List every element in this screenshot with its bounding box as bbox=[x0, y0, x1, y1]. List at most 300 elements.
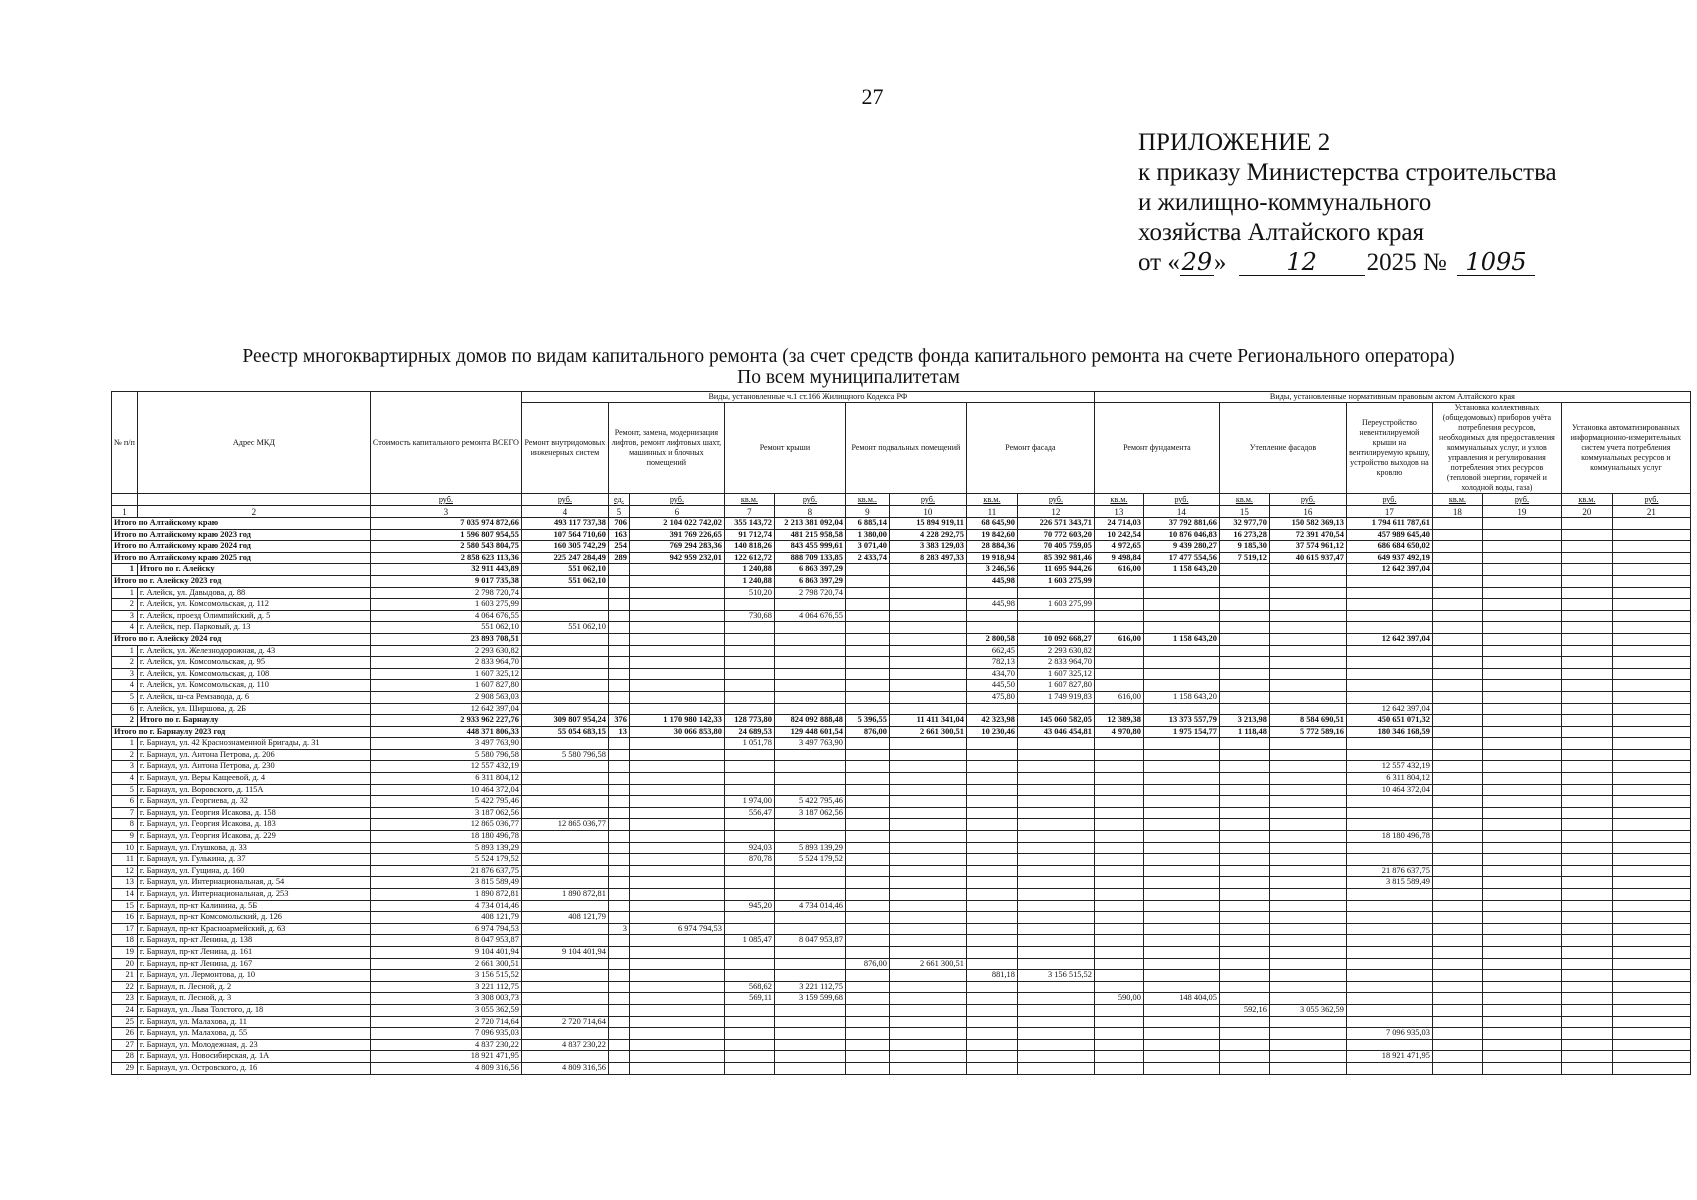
value-cell bbox=[1143, 923, 1219, 935]
value-cell: 1 085,47 bbox=[724, 935, 774, 947]
value-cell bbox=[1094, 1062, 1143, 1074]
table-row bbox=[112, 749, 1691, 761]
value-cell bbox=[1482, 1051, 1561, 1063]
total-row bbox=[112, 726, 1691, 738]
value-cell bbox=[889, 633, 966, 645]
address-cell: г. Алейск, ул. Комсомольская, д. 108 bbox=[137, 668, 370, 680]
value-cell: 13 bbox=[608, 726, 629, 738]
value-cell bbox=[1482, 854, 1561, 866]
value-cell: 43 046 454,81 bbox=[1017, 726, 1094, 738]
value-cell: 3 246,56 bbox=[966, 564, 1017, 576]
value-cell bbox=[1612, 1004, 1690, 1016]
value-cell: 3 159 599,68 bbox=[774, 993, 845, 1005]
value-cell: 145 060 582,05 bbox=[1017, 715, 1094, 727]
value-cell bbox=[1269, 889, 1346, 901]
value-cell bbox=[966, 993, 1017, 1005]
value-cell bbox=[1094, 865, 1143, 877]
value-cell: 1 607 325,12 bbox=[370, 668, 521, 680]
address-cell: г. Барнаул, ул. Воровского, д. 115А bbox=[137, 784, 370, 796]
value-cell: 6 863 397,29 bbox=[774, 564, 845, 576]
value-cell bbox=[1482, 599, 1561, 611]
value-cell bbox=[1143, 831, 1219, 843]
value-cell bbox=[774, 691, 845, 703]
value-cell bbox=[1432, 865, 1482, 877]
value-cell bbox=[1143, 819, 1219, 831]
value-cell bbox=[521, 761, 608, 773]
value-cell bbox=[845, 1004, 889, 1016]
value-cell bbox=[608, 587, 629, 599]
value-cell bbox=[1432, 807, 1482, 819]
value-cell bbox=[966, 784, 1017, 796]
value-cell bbox=[889, 935, 966, 947]
value-cell bbox=[774, 946, 845, 958]
value-cell bbox=[966, 946, 1017, 958]
value-cell bbox=[724, 1051, 774, 1063]
value-cell: 1 158 643,20 bbox=[1143, 691, 1219, 703]
value-cell bbox=[1482, 981, 1561, 993]
value-cell bbox=[521, 807, 608, 819]
value-cell bbox=[1561, 889, 1612, 901]
table-row bbox=[112, 900, 1691, 912]
value-cell bbox=[1432, 993, 1482, 1005]
value-cell bbox=[889, 1039, 966, 1051]
value-cell bbox=[1432, 784, 1482, 796]
value-cell bbox=[1612, 633, 1690, 645]
value-cell bbox=[1561, 587, 1612, 599]
value-cell bbox=[774, 599, 845, 611]
value-cell bbox=[1017, 796, 1094, 808]
value-cell bbox=[1269, 668, 1346, 680]
value-cell bbox=[966, 842, 1017, 854]
value-cell: 556,47 bbox=[724, 807, 774, 819]
column-number: 14 bbox=[1143, 506, 1219, 518]
table-row bbox=[112, 993, 1691, 1005]
value-cell bbox=[629, 761, 724, 773]
row-number: 1 bbox=[112, 738, 138, 750]
value-cell bbox=[774, 773, 845, 785]
value-cell bbox=[1346, 1039, 1432, 1051]
value-cell bbox=[1612, 993, 1690, 1005]
value-cell bbox=[1346, 958, 1432, 970]
value-cell bbox=[608, 900, 629, 912]
value-cell: 2 800,58 bbox=[966, 633, 1017, 645]
value-cell bbox=[845, 1016, 889, 1028]
value-cell bbox=[608, 575, 629, 587]
value-cell: 888 709 133,85 bbox=[774, 552, 845, 564]
value-cell bbox=[1482, 529, 1561, 541]
value-cell bbox=[1094, 970, 1143, 982]
value-cell: 4 064 676,55 bbox=[370, 610, 521, 622]
row-number: 9 bbox=[112, 831, 138, 843]
value-cell: 18 180 496,78 bbox=[370, 831, 521, 843]
value-cell bbox=[629, 691, 724, 703]
value-cell bbox=[1143, 935, 1219, 947]
value-cell bbox=[1017, 610, 1094, 622]
value-cell bbox=[1612, 923, 1690, 935]
table-row bbox=[112, 1028, 1691, 1040]
value-cell bbox=[1482, 575, 1561, 587]
value-cell bbox=[1017, 889, 1094, 901]
value-cell bbox=[966, 1004, 1017, 1016]
value-cell: 2 661 300,51 bbox=[889, 726, 966, 738]
value-cell bbox=[1269, 691, 1346, 703]
column-number: 18 bbox=[1432, 506, 1482, 518]
value-cell: 4 970,80 bbox=[1094, 726, 1143, 738]
total-row bbox=[112, 633, 1691, 645]
value-cell bbox=[889, 842, 966, 854]
value-cell bbox=[629, 610, 724, 622]
value-cell bbox=[1219, 831, 1269, 843]
row-number: 1 bbox=[112, 564, 138, 576]
value-cell bbox=[1432, 819, 1482, 831]
value-cell: 551 062,10 bbox=[521, 575, 608, 587]
value-cell bbox=[1094, 912, 1143, 924]
value-cell: 12 865 036,77 bbox=[370, 819, 521, 831]
row-label: Итого по г. Алейску 2024 год bbox=[112, 633, 371, 645]
value-cell bbox=[1269, 993, 1346, 1005]
column-numbers-row bbox=[112, 506, 1691, 518]
value-cell bbox=[1482, 819, 1561, 831]
value-cell bbox=[1269, 1016, 1346, 1028]
value-cell bbox=[724, 1062, 774, 1074]
row-number: 22 bbox=[112, 981, 138, 993]
table-row bbox=[112, 1039, 1691, 1051]
value-cell bbox=[629, 622, 724, 634]
address-cell: г. Барнаул, ул. Лермонтова, д. 10 bbox=[137, 970, 370, 982]
value-cell bbox=[774, 749, 845, 761]
value-cell bbox=[1094, 1016, 1143, 1028]
value-cell: 2 720 714,64 bbox=[521, 1016, 608, 1028]
table-row bbox=[112, 1016, 1691, 1028]
value-cell bbox=[1094, 761, 1143, 773]
value-cell: 942 959 232,01 bbox=[629, 552, 724, 564]
value-cell bbox=[966, 981, 1017, 993]
value-cell bbox=[889, 773, 966, 785]
value-cell bbox=[1482, 680, 1561, 692]
unit-label: руб. bbox=[1143, 494, 1219, 506]
units-blank bbox=[112, 494, 138, 506]
value-cell: 5 893 139,29 bbox=[370, 842, 521, 854]
address-cell: г. Барнаул, ул. Георгия Исакова, д. 229 bbox=[137, 831, 370, 843]
value-cell bbox=[1017, 1016, 1094, 1028]
value-cell bbox=[1269, 784, 1346, 796]
row-number: 24 bbox=[112, 1004, 138, 1016]
value-cell: 18 180 496,78 bbox=[1346, 831, 1432, 843]
value-cell: 10 092 668,27 bbox=[1017, 633, 1094, 645]
value-cell bbox=[521, 680, 608, 692]
value-cell bbox=[1094, 749, 1143, 761]
value-cell bbox=[1219, 981, 1269, 993]
value-cell bbox=[608, 738, 629, 750]
value-cell bbox=[774, 958, 845, 970]
units-row bbox=[112, 494, 1691, 506]
date-day: 29 bbox=[1181, 248, 1213, 276]
address-cell: г. Барнаул, ул. Антона Петрова, д. 206 bbox=[137, 749, 370, 761]
value-cell: 1 794 611 787,61 bbox=[1346, 518, 1432, 530]
appendix-line-3: хозяйства Алтайского края bbox=[1138, 219, 1424, 246]
value-cell: 408 121,79 bbox=[521, 912, 608, 924]
value-cell: 5 524 179,52 bbox=[774, 854, 845, 866]
value-cell bbox=[608, 831, 629, 843]
value-cell: 3 213,98 bbox=[1219, 715, 1269, 727]
value-cell: 551 062,10 bbox=[521, 622, 608, 634]
address-cell: г. Барнаул, пр-кт Калинина, д. 5Б bbox=[137, 900, 370, 912]
value-cell bbox=[1482, 923, 1561, 935]
value-cell bbox=[724, 946, 774, 958]
value-cell bbox=[1432, 773, 1482, 785]
column-number: 9 bbox=[845, 506, 889, 518]
value-cell bbox=[1482, 552, 1561, 564]
value-cell: 1 603 275,99 bbox=[1017, 575, 1094, 587]
value-cell bbox=[1482, 970, 1561, 982]
value-cell bbox=[966, 900, 1017, 912]
value-cell bbox=[724, 819, 774, 831]
value-cell: 7 035 974 872,66 bbox=[370, 518, 521, 530]
value-cell bbox=[1482, 668, 1561, 680]
value-cell bbox=[966, 749, 1017, 761]
value-cell: 18 921 471,95 bbox=[1346, 1051, 1432, 1063]
value-cell bbox=[608, 807, 629, 819]
value-cell: 2 104 022 742,02 bbox=[629, 518, 724, 530]
value-cell bbox=[724, 657, 774, 669]
value-cell: 11 695 944,26 bbox=[1017, 564, 1094, 576]
value-cell bbox=[521, 657, 608, 669]
value-cell: 686 684 650,02 bbox=[1346, 541, 1432, 553]
value-cell bbox=[889, 738, 966, 750]
value-cell: 408 121,79 bbox=[370, 912, 521, 924]
address-cell: г. Барнаул, ул. Антона Петрова, д. 230 bbox=[137, 761, 370, 773]
value-cell bbox=[1432, 738, 1482, 750]
value-cell bbox=[1017, 1039, 1094, 1051]
column-number: 17 bbox=[1346, 506, 1432, 518]
value-cell: 5 580 796,58 bbox=[370, 749, 521, 761]
value-cell: 4 809 316,56 bbox=[521, 1062, 608, 1074]
value-cell bbox=[629, 575, 724, 587]
value-cell bbox=[1269, 900, 1346, 912]
table-row bbox=[112, 935, 1691, 947]
value-cell bbox=[1017, 1051, 1094, 1063]
value-cell bbox=[966, 703, 1017, 715]
value-cell bbox=[1432, 1039, 1482, 1051]
address-cell: г. Барнаул, пр-кт Комсомольский, д. 126 bbox=[137, 912, 370, 924]
value-cell bbox=[845, 761, 889, 773]
value-cell: 163 bbox=[608, 529, 629, 541]
value-cell bbox=[774, 819, 845, 831]
value-cell bbox=[1017, 749, 1094, 761]
value-cell bbox=[1612, 552, 1690, 564]
value-cell bbox=[1143, 958, 1219, 970]
value-cell bbox=[1612, 946, 1690, 958]
value-cell bbox=[1346, 1004, 1432, 1016]
value-cell bbox=[1269, 1039, 1346, 1051]
value-cell bbox=[608, 889, 629, 901]
value-cell bbox=[845, 877, 889, 889]
value-cell bbox=[1482, 831, 1561, 843]
value-cell: 6 885,14 bbox=[845, 518, 889, 530]
row-number: 15 bbox=[112, 900, 138, 912]
value-cell: 289 bbox=[608, 552, 629, 564]
value-cell bbox=[608, 981, 629, 993]
value-cell bbox=[1612, 889, 1690, 901]
value-cell bbox=[1017, 993, 1094, 1005]
value-cell bbox=[845, 575, 889, 587]
value-cell: 5 422 795,46 bbox=[774, 796, 845, 808]
value-cell: 4 734 014,46 bbox=[774, 900, 845, 912]
value-cell bbox=[1482, 935, 1561, 947]
value-cell bbox=[1346, 645, 1432, 657]
value-cell bbox=[1612, 657, 1690, 669]
unit-label: руб. bbox=[521, 494, 608, 506]
column-number: 1 bbox=[112, 506, 138, 518]
value-cell bbox=[1143, 575, 1219, 587]
value-cell: 355 143,72 bbox=[724, 518, 774, 530]
value-cell bbox=[845, 587, 889, 599]
value-cell bbox=[845, 1062, 889, 1074]
column-number: 21 bbox=[1612, 506, 1690, 518]
row-number: 13 bbox=[112, 877, 138, 889]
row-number: 3 bbox=[112, 668, 138, 680]
value-cell: 6 311 804,12 bbox=[1346, 773, 1432, 785]
value-cell: 7 096 935,03 bbox=[370, 1028, 521, 1040]
value-cell: 2 661 300,51 bbox=[889, 958, 966, 970]
value-cell: 2 798 720,74 bbox=[370, 587, 521, 599]
row-label: Итого по г. Барнаулу 2023 год bbox=[112, 726, 371, 738]
value-cell bbox=[1094, 796, 1143, 808]
value-cell bbox=[724, 680, 774, 692]
value-cell bbox=[608, 703, 629, 715]
value-cell bbox=[1094, 668, 1143, 680]
value-cell bbox=[1346, 599, 1432, 611]
value-cell bbox=[1482, 691, 1561, 703]
value-cell bbox=[1269, 935, 1346, 947]
value-cell bbox=[1346, 842, 1432, 854]
value-cell bbox=[521, 970, 608, 982]
value-cell bbox=[1219, 877, 1269, 889]
page-number: 27 bbox=[861, 84, 884, 109]
value-cell: 160 305 742,29 bbox=[521, 541, 608, 553]
value-cell bbox=[1561, 796, 1612, 808]
value-cell bbox=[889, 877, 966, 889]
value-cell bbox=[1346, 993, 1432, 1005]
address-cell: г. Барнаул, ул. Малахова, д. 55 bbox=[137, 1028, 370, 1040]
value-cell bbox=[1143, 587, 1219, 599]
value-cell bbox=[1561, 900, 1612, 912]
value-cell bbox=[774, 703, 845, 715]
value-cell bbox=[774, 889, 845, 901]
value-cell bbox=[521, 877, 608, 889]
value-cell bbox=[1269, 946, 1346, 958]
value-cell bbox=[1143, 1016, 1219, 1028]
row-number: 5 bbox=[112, 784, 138, 796]
value-cell bbox=[629, 784, 724, 796]
table-row bbox=[112, 599, 1691, 611]
address-cell: г. Барнаул, ул. Интернациональная, д. 253 bbox=[137, 889, 370, 901]
value-cell: 10 464 372,04 bbox=[1346, 784, 1432, 796]
value-cell bbox=[1561, 912, 1612, 924]
value-cell bbox=[1219, 749, 1269, 761]
value-cell bbox=[1269, 680, 1346, 692]
value-cell: 1 158 643,20 bbox=[1143, 633, 1219, 645]
address-cell: г. Барнаул, ул. Веры Кащеевой, д. 4 bbox=[137, 773, 370, 785]
value-cell bbox=[1269, 633, 1346, 645]
value-cell bbox=[845, 1028, 889, 1040]
value-cell bbox=[1612, 1016, 1690, 1028]
value-cell: 3 bbox=[608, 923, 629, 935]
value-cell: 5 396,55 bbox=[845, 715, 889, 727]
value-cell bbox=[629, 564, 724, 576]
value-cell bbox=[724, 773, 774, 785]
column-number: 5 bbox=[608, 506, 629, 518]
value-cell bbox=[1094, 1004, 1143, 1016]
value-cell: 180 346 168,59 bbox=[1346, 726, 1432, 738]
value-cell bbox=[1219, 633, 1269, 645]
value-cell bbox=[774, 1062, 845, 1074]
value-cell bbox=[889, 912, 966, 924]
value-cell bbox=[1017, 935, 1094, 947]
value-cell bbox=[629, 946, 724, 958]
value-cell bbox=[1143, 703, 1219, 715]
value-cell: 9 104 401,94 bbox=[370, 946, 521, 958]
value-cell: 9 104 401,94 bbox=[521, 946, 608, 958]
col-header-basement: Ремонт подвальных помещений bbox=[845, 403, 966, 494]
value-cell bbox=[629, 970, 724, 982]
value-cell: 551 062,10 bbox=[521, 564, 608, 576]
address-cell: г. Алейск, ш-са Ремзавода, д. 6 bbox=[137, 691, 370, 703]
value-cell bbox=[1561, 819, 1612, 831]
value-cell: 3 383 129,03 bbox=[889, 541, 966, 553]
value-cell bbox=[1017, 819, 1094, 831]
value-cell bbox=[1094, 680, 1143, 692]
value-cell bbox=[521, 900, 608, 912]
value-cell: 3 308 003,73 bbox=[370, 993, 521, 1005]
value-cell bbox=[1346, 738, 1432, 750]
total-row bbox=[112, 575, 1691, 587]
value-cell bbox=[1219, 854, 1269, 866]
value-cell bbox=[1561, 865, 1612, 877]
value-cell bbox=[1219, 842, 1269, 854]
value-cell bbox=[1612, 529, 1690, 541]
value-cell: 1 890 872,81 bbox=[521, 889, 608, 901]
value-cell: 1 603 275,99 bbox=[370, 599, 521, 611]
value-cell bbox=[1017, 587, 1094, 599]
value-cell bbox=[1143, 645, 1219, 657]
unit-label: руб. bbox=[1346, 494, 1432, 506]
column-number: 20 bbox=[1561, 506, 1612, 518]
row-label: Итого по Алтайскому краю 2025 год bbox=[112, 552, 371, 564]
row-number: 11 bbox=[112, 854, 138, 866]
value-cell: 568,62 bbox=[724, 981, 774, 993]
value-cell: 551 062,10 bbox=[370, 622, 521, 634]
value-cell bbox=[1219, 610, 1269, 622]
unit-label: руб. bbox=[1017, 494, 1094, 506]
column-number: 6 bbox=[629, 506, 724, 518]
value-cell bbox=[1482, 633, 1561, 645]
value-cell: 569,11 bbox=[724, 993, 774, 1005]
address-cell: г. Алейск, ул. Железнодорожная, д. 43 bbox=[137, 645, 370, 657]
value-cell: 876,00 bbox=[845, 726, 889, 738]
value-cell bbox=[1432, 1062, 1482, 1074]
value-cell bbox=[1482, 900, 1561, 912]
value-cell bbox=[521, 773, 608, 785]
value-cell bbox=[1143, 970, 1219, 982]
value-cell: 3 221 112,75 bbox=[370, 981, 521, 993]
value-cell bbox=[1561, 518, 1612, 530]
value-cell: 30 066 853,80 bbox=[629, 726, 724, 738]
row-number: 23 bbox=[112, 993, 138, 1005]
table-row bbox=[112, 842, 1691, 854]
value-cell bbox=[845, 970, 889, 982]
value-cell: 122 612,72 bbox=[724, 552, 774, 564]
